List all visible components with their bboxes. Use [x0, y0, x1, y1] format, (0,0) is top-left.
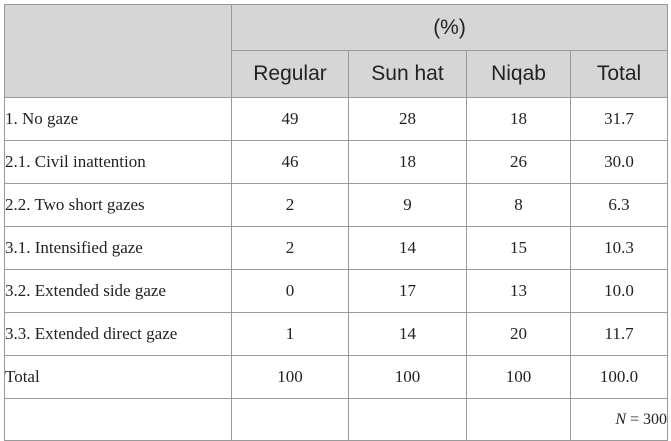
cell-regular: 0	[232, 270, 349, 313]
cell-regular: 1	[232, 313, 349, 356]
sample-size-note	[571, 399, 668, 441]
empty-cell	[349, 399, 467, 441]
total-row	[5, 356, 668, 399]
cell-total: 10.0	[571, 270, 668, 313]
cell-sun-hat: 14	[349, 227, 467, 270]
cell-total: 11.7	[571, 313, 668, 356]
cell-regular: 2	[232, 227, 349, 270]
cell-total: 10.3	[571, 227, 668, 270]
row-label: 3.1. Intensified gaze	[5, 227, 232, 270]
cell-regular: 100	[232, 356, 349, 399]
cell-total: 100.0	[571, 356, 668, 399]
empty-cell	[5, 399, 232, 441]
cell-niqab: 13	[467, 270, 571, 313]
cell-regular: 46	[232, 141, 349, 184]
table-row	[5, 270, 668, 313]
header-group-row	[5, 5, 668, 51]
cell-sun-hat: 100	[349, 356, 467, 399]
table-row	[5, 184, 668, 227]
header-group-label: (%)	[232, 5, 668, 51]
cell-sun-hat: 9	[349, 184, 467, 227]
cell-niqab: 18	[467, 98, 571, 141]
row-label: Total	[5, 356, 232, 399]
cell-sun-hat: 18	[349, 141, 467, 184]
table-header	[5, 5, 668, 98]
column-header-regular: Regular	[232, 51, 349, 98]
cell-niqab: 26	[467, 141, 571, 184]
cell-niqab: 100	[467, 356, 571, 399]
cell-regular: 2	[232, 184, 349, 227]
row-label: 2.1. Civil inattention	[5, 141, 232, 184]
empty-cell	[232, 399, 349, 441]
cell-sun-hat: 28	[349, 98, 467, 141]
gaze-table	[4, 4, 668, 441]
n-symbol: N	[615, 410, 627, 428]
column-header-sun-hat: Sun hat	[349, 51, 467, 98]
cell-total: 30.0	[571, 141, 668, 184]
table-row	[5, 141, 668, 184]
cell-niqab: 15	[467, 227, 571, 270]
n-value: = 300	[626, 410, 668, 428]
table-body	[5, 98, 668, 441]
cell-regular: 49	[232, 98, 349, 141]
row-label: 3.3. Extended direct gaze	[5, 313, 232, 356]
empty-cell	[467, 399, 571, 441]
row-label: 2.2. Two short gazes	[5, 184, 232, 227]
column-header-total: Total	[571, 51, 668, 98]
cell-sun-hat: 14	[349, 313, 467, 356]
table-row	[5, 227, 668, 270]
header-corner	[5, 5, 232, 98]
cell-niqab: 20	[467, 313, 571, 356]
cell-niqab: 8	[467, 184, 571, 227]
row-label: 1. No gaze	[5, 98, 232, 141]
table-row	[5, 98, 668, 141]
cell-total: 31.7	[571, 98, 668, 141]
cell-total: 6.3	[571, 184, 668, 227]
table-row	[5, 313, 668, 356]
row-label: 3.2. Extended side gaze	[5, 270, 232, 313]
sample-size-row	[5, 399, 668, 441]
column-header-niqab: Niqab	[467, 51, 571, 98]
cell-sun-hat: 17	[349, 270, 467, 313]
